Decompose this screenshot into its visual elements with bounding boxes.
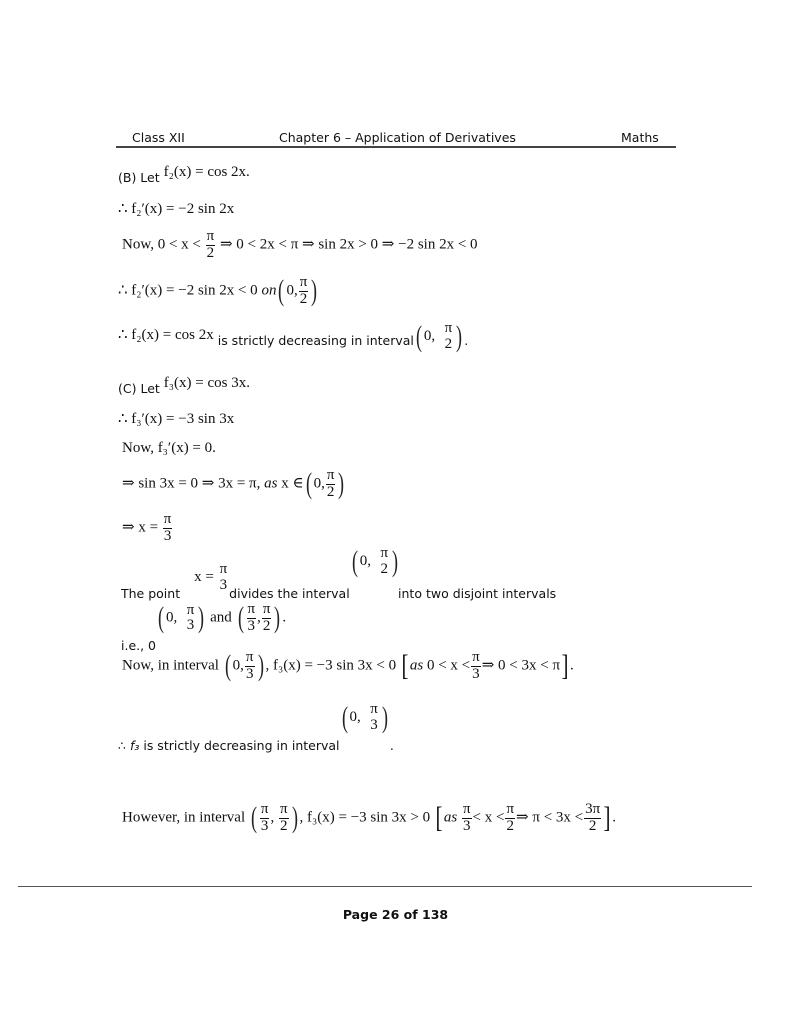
page-number: Page 26 of 138	[342, 907, 449, 922]
header-class: Class XII	[132, 130, 185, 145]
header-chapter-title: Chapter 6 – Application of Derivatives	[279, 130, 516, 145]
footer-divider	[18, 886, 752, 887]
part-c-definition: $_{(C) Let}$ f₃(x) = cos 3x.	[118, 375, 250, 396]
point-divides-line: $_{The point}$ x = π 3 $_{divides the interval}$( 0, π 2 )$_{into two disjoint intervals}$	[121, 544, 557, 602]
part-c-critical-condition: Now, f₃′(x) = 0.	[122, 440, 216, 456]
f3-decreasing-conclusion: $_{\therefore f_3 is strictly decreasing in interval}$( 0, π 3 )$_.$	[118, 700, 394, 754]
part-b-conclusion: ∴ f₂(x) = cos 2x $_{is strictly decreasing in interval}$( 0, π 2 ) $_.$	[118, 319, 469, 353]
header-subject: Maths	[621, 130, 659, 145]
f3-positive-interval-line: However, in interval ( $\frac{\pi}{3}$ , $\frac{\pi}{2}$ ) , f₃(x) = −3 sin 3x > 0 [ as $\frac{\pi}{3}$ < x < $\frac{\pi}{2}$ ⇒ π < 3x < $\frac{3\pi}{2}$ ] .	[122, 801, 616, 835]
part-b-derivative: ∴ f₂′(x) = −2 sin 2x	[118, 201, 235, 217]
f3-negative-interval-line: Now, in interval ( 0, $\frac{\pi}{3}$ ) , f₃(x) = −3 sin 3x < 0 [ as 0 < x < $\frac{\pi}{3}$ ⇒ 0 < 3x < π] .	[122, 649, 574, 683]
part-c-derivative: ∴ f₃′(x) = −3 sin 3x	[118, 411, 235, 427]
header-divider	[116, 146, 676, 148]
part-b-negative-derivative: ∴ f₂′(x) = −2 sin 2x < 0 on( 0, $\frac{\pi}{2}$ )	[118, 274, 318, 308]
disjoint-intervals-line: $_{i.e., 0}$( 0, π 3 ) and ( $\frac{\pi}{3}$ , $\frac{\pi}{2}$ ) .	[121, 601, 287, 653]
part-b-now-line: Now, 0 < x < $\frac{\pi}{2}$ ⇒ 0 < 2x < π ⇒ sin 2x > 0 ⇒ −2 sin 2x < 0	[122, 228, 478, 261]
part-c-critical-point: ⇒ x = $\frac{\pi}{3}$	[122, 511, 172, 544]
part-b-definition: $_{(B) Let}$ f₂(x) = cos 2x.	[118, 164, 250, 185]
part-c-solve-line: ⇒ sin 3x = 0 ⇒ 3x = π, as x ∈( 0, $\frac{\pi}{2}$ )	[122, 467, 345, 501]
